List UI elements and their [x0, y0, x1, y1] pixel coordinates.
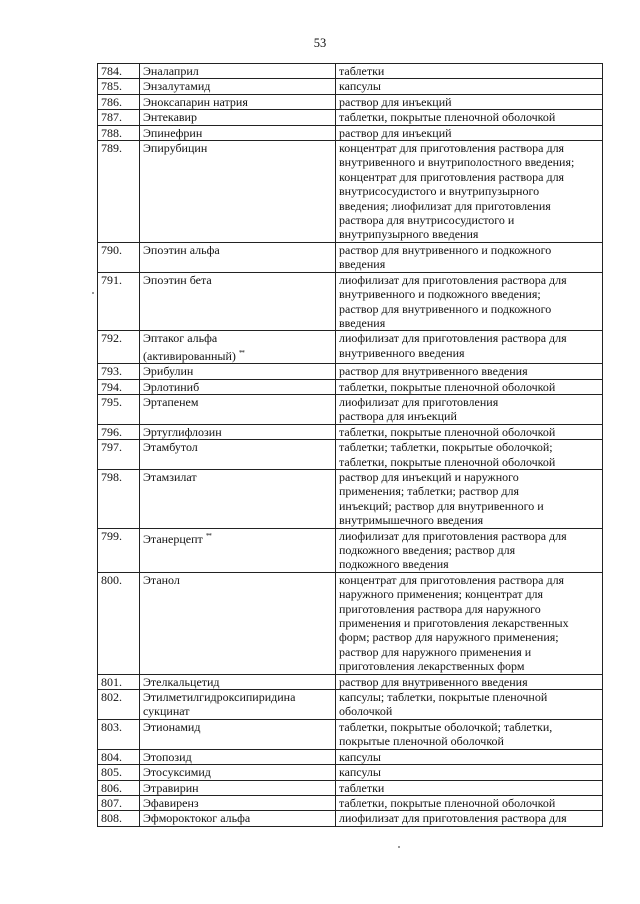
drug-name-cell: [140, 141, 336, 243]
drug-name-cell: [140, 394, 336, 424]
row-number: 786.: [98, 94, 140, 109]
drug-name-cell: [140, 424, 336, 439]
scan-speck: [398, 846, 400, 848]
scan-speck: [92, 292, 94, 294]
table-row: [98, 440, 603, 470]
drug-name-cell: [140, 94, 336, 109]
row-number: 807.: [98, 795, 140, 810]
table-row: [98, 64, 603, 79]
drug-name-cell: [140, 572, 336, 674]
table-row: [98, 469, 603, 528]
drug-name: Этионамид: [143, 719, 201, 734]
table-row: [98, 364, 603, 379]
row-number: 791.: [98, 272, 140, 331]
row-number: 794.: [98, 379, 140, 394]
drug-name-cell: [140, 690, 336, 720]
drug-name-cell: [140, 110, 336, 125]
special-mark: **: [238, 348, 244, 357]
row-number: 788.: [98, 125, 140, 140]
special-mark: **: [205, 531, 211, 540]
drug-name: Этамбутол: [143, 440, 198, 455]
drug-name: Эноксапарин натрия: [143, 94, 248, 109]
row-number: 797.: [98, 440, 140, 470]
table-row: [98, 394, 603, 424]
drug-name: Этилметилгидроксипиридина сукцинат: [143, 690, 296, 719]
drug-name-cell: [140, 749, 336, 764]
row-number: 801.: [98, 674, 140, 689]
drug-name-cell: [140, 331, 336, 364]
table-row: [98, 242, 603, 272]
table-row: [98, 795, 603, 810]
drug-name: Этелкальцетид: [143, 674, 220, 689]
dosage-form: капсулы; таблетки, покрытые пленочной оболочкой: [336, 690, 603, 720]
table-row: [98, 141, 603, 243]
table-row: [98, 379, 603, 394]
drug-name: Эпоэтин альфа: [143, 242, 220, 257]
drug-name: Эпинефрин: [143, 125, 203, 140]
drug-name: Эрибулин: [143, 364, 194, 379]
dosage-form: капсулы: [336, 79, 603, 94]
drug-name: Эртапенем: [143, 394, 199, 409]
row-number: 787.: [98, 110, 140, 125]
table-row: [98, 94, 603, 109]
page-number: 53: [313, 36, 327, 50]
drug-name-cell: [140, 780, 336, 795]
drug-name-cell: [140, 125, 336, 140]
drug-name-cell: [140, 64, 336, 79]
dosage-form: таблетки; таблетки, покрытые оболочкой; таблетки, покрытые пленочной оболочкой: [336, 440, 603, 470]
dosage-form: таблетки, покрытые пленочной оболочкой: [336, 379, 603, 394]
row-number: 795.: [98, 394, 140, 424]
row-number: 805.: [98, 765, 140, 780]
table-row: [98, 674, 603, 689]
drug-name: Эрлотиниб: [143, 379, 200, 394]
table-row: [98, 780, 603, 795]
drug-name: Эфмороктоког альфа: [143, 811, 251, 826]
table-row: [98, 690, 603, 720]
drug-name-cell: [140, 674, 336, 689]
table-row: [98, 749, 603, 764]
drug-name: Этопозид: [143, 749, 192, 764]
drug-name: Энтекавир: [143, 110, 197, 125]
drug-name: Этосуксимид: [143, 765, 211, 780]
drug-name-cell: [140, 811, 336, 826]
row-number: 800.: [98, 572, 140, 674]
dosage-form: таблетки: [336, 780, 603, 795]
drug-name-cell: [140, 469, 336, 528]
drug-name-cell: [140, 79, 336, 94]
dosage-form: раствор для внутривенного введения: [336, 674, 603, 689]
dosage-form: концентрат для приготовления раствора для наружного применения; концентрат для приготовления раствора для наружного применения и приготовления лекарственных форм; раствор для наружного применения; раствор для наружного применения и приготовления лекарственных форм: [336, 572, 603, 674]
drug-name: Эфавиренз: [143, 795, 199, 810]
drug-name-cell: [140, 379, 336, 394]
table-row: [98, 528, 603, 572]
drug-name-cell: [140, 272, 336, 331]
drug-name: Этравирин: [143, 780, 199, 795]
row-number: 799.: [98, 528, 140, 572]
table-row: [98, 79, 603, 94]
dosage-form: таблетки, покрытые пленочной оболочкой: [336, 424, 603, 439]
table-row: [98, 424, 603, 439]
dosage-form: раствор для инъекций и наружного применения; таблетки; раствор для инъекций; раствор для внутривенного и внутримышечного введения: [336, 469, 603, 528]
drug-name: Этанол: [143, 572, 180, 587]
row-number: 803.: [98, 719, 140, 749]
drug-name: Эптаког альфа (активированный): [143, 331, 236, 363]
table-row: [98, 110, 603, 125]
row-number: 798.: [98, 469, 140, 528]
drug-name: Этанерцепт: [143, 531, 203, 546]
drug-name: Эпирубицин: [143, 141, 208, 156]
table-row: [98, 572, 603, 674]
dosage-form: таблетки, покрытые оболочкой; таблетки, покрытые пленочной оболочкой: [336, 719, 603, 749]
drug-name-cell: [140, 242, 336, 272]
dosage-form: концентрат для приготовления раствора для внутривенного и внутриполостного введения; концентрат для приготовления раствора для внутрисосудистого и внутрипузырного введения; лиофилизат для приготовления раствора для внутрисосудистого и внутрипузырного введения: [336, 141, 603, 243]
drug-name: Эртуглифлозин: [143, 424, 222, 439]
table-row: [98, 125, 603, 140]
dosage-form: раствор для инъекций: [336, 94, 603, 109]
row-number: 792.: [98, 331, 140, 364]
drug-table-body: [98, 64, 603, 827]
dosage-form: лиофилизат для приготовления раствора для: [336, 811, 603, 826]
drug-name: Этамзилат: [143, 469, 197, 484]
table-row: [98, 811, 603, 826]
row-number: 802.: [98, 690, 140, 720]
dosage-form: капсулы: [336, 765, 603, 780]
dosage-form: раствор для внутривенного и подкожного введения: [336, 242, 603, 272]
drug-name: Эналаприл: [143, 64, 199, 78]
row-number: 785.: [98, 79, 140, 94]
dosage-form: лиофилизат для приготовления раствора для внутривенного введения: [336, 331, 603, 364]
row-number: 806.: [98, 780, 140, 795]
drug-name-cell: [140, 364, 336, 379]
table-row: [98, 331, 603, 364]
drug-table: [97, 63, 603, 827]
row-number: 796.: [98, 424, 140, 439]
dosage-form: таблетки: [336, 64, 603, 79]
drug-name-cell: [140, 765, 336, 780]
row-number: 808.: [98, 811, 140, 826]
drug-name-cell: [140, 440, 336, 470]
dosage-form: таблетки, покрытые пленочной оболочкой: [336, 795, 603, 810]
drug-name: Энзалутамид: [143, 79, 211, 94]
dosage-form: лиофилизат для приготовления раствора для внутривенного и подкожного введения; раствор для внутривенного и подкожного введения: [336, 272, 603, 331]
drug-name-cell: [140, 528, 336, 572]
drug-name-cell: [140, 719, 336, 749]
drug-name: Эпоэтин бета: [143, 272, 212, 287]
row-number: 793.: [98, 364, 140, 379]
table-row: [98, 719, 603, 749]
dosage-form: таблетки, покрытые пленочной оболочкой: [336, 110, 603, 125]
row-number: 789.: [98, 141, 140, 243]
dosage-form: раствор для инъекций: [336, 125, 603, 140]
dosage-form: лиофилизат для приготовления раствора для инъекций: [336, 394, 603, 424]
row-number: 804.: [98, 749, 140, 764]
dosage-form: раствор для внутривенного введения: [336, 364, 603, 379]
row-number: 790.: [98, 242, 140, 272]
dosage-form: лиофилизат для приготовления раствора для подкожного введения; раствор для подкожного введения: [336, 528, 603, 572]
table-row: [98, 272, 603, 331]
table-row: [98, 765, 603, 780]
dosage-form: капсулы: [336, 749, 603, 764]
row-number: 784.: [98, 64, 140, 79]
drug-name-cell: [140, 795, 336, 810]
